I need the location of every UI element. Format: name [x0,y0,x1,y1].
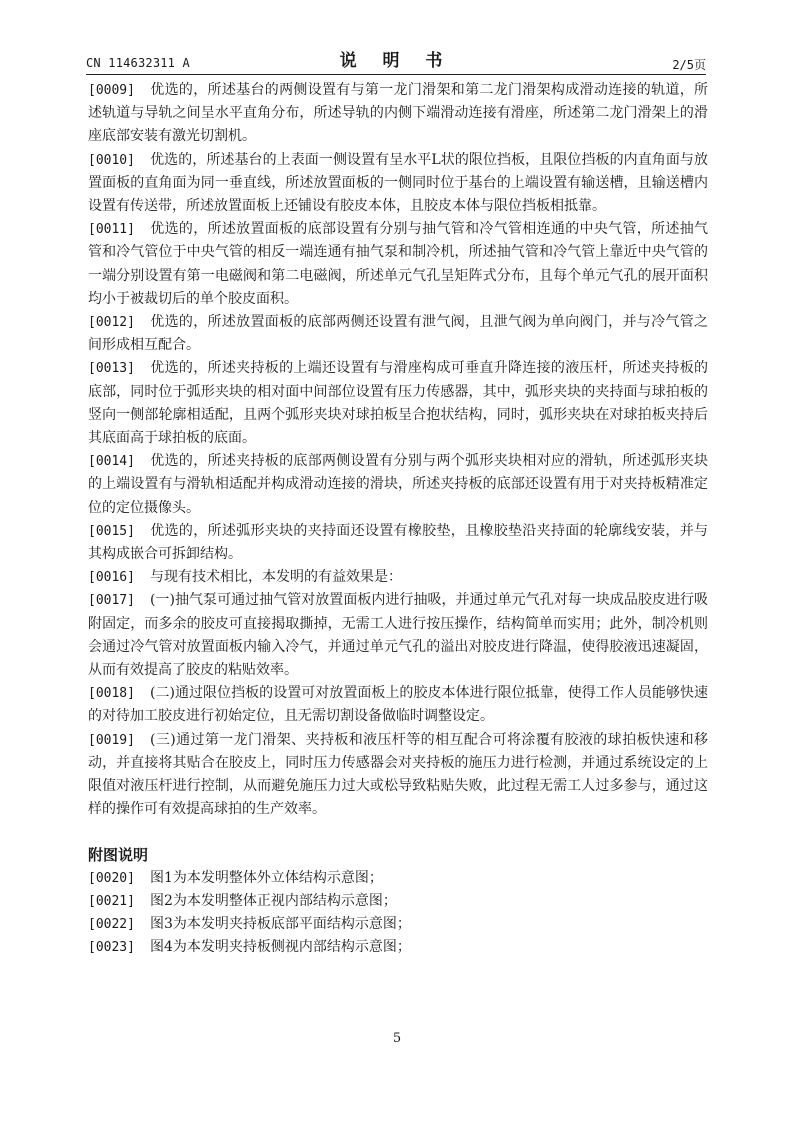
paragraph-text: 图3为本发明夹持板底部平面结构示意图； [150,915,411,932]
paragraph-number: [0017] [88,593,135,609]
paragraph [88,729,708,822]
paragraph-number: [0012] [88,315,135,331]
paragraph-text: 优选的，所述夹持板的底部两侧设置有分别与两个弧形夹块相对应的滑轨，所述弧形夹块的上端设置有与滑轨相适配并构成滑动连接的滑块，所述夹持板的底部还设置有用于对夹持板精准定位的定位摄像头。 [88,453,708,516]
paragraph [88,357,708,450]
figure-paragraph [88,867,708,890]
paragraph-text: 图1为本发明整体外立体结构示意图； [150,869,383,886]
page-number: 5 [392,1031,402,1046]
paragraph [88,520,708,566]
doc-number: CN 114632311 A [86,56,190,70]
paragraph-number: [0020] [88,870,135,886]
page-title: 说 明 书 [339,51,453,71]
figure-paragraph [88,913,708,936]
paragraph-number: [0013] [88,361,135,377]
paragraph-text: 优选的，所述基台的两侧设置有与第一龙门滑架和第二龙门滑架构成滑动连接的轨道，所述轨道与导轨之间呈水平直角分布，所述导轨的内侧下端滑动连接有滑座，所述第二龙门滑架上的滑座底部安装有激光切割机。 [88,82,708,145]
paragraph-number: [0011] [88,222,135,238]
paragraph-text: 优选的，所述基台的上表面一侧设置有呈水平L状的限位挡板，且限位挡板的内直角面与放置面板的直角面为同一垂直线，所述放置面板的一侧同时位于基台的上端设置有输送槽，且输送槽内设置有传送带，所述放置面板上还铺设有胶皮本体，且胶皮本体与限位挡板相抵靠。 [88,151,708,215]
paragraph-number: [0018] [88,686,135,702]
paragraph-number: [0022] [88,916,135,932]
paragraph [88,79,708,149]
paragraph [88,450,708,520]
paragraph [88,682,708,728]
paragraph-text: 优选的，所述弧形夹块的夹持面还设置有橡胶垫，且橡胶垫沿夹持面的轮廓线安装，并与其构成嵌合可拆卸结构。 [88,522,708,563]
paragraph-number: [0014] [88,454,135,470]
paragraph-text: 优选的，所述放置面板的底部设置有分别与抽气管和冷气管相连通的中央气管，所述抽气管和冷气管位于中央气管的相反一端连通有抽气泵和制冷机，所述抽气管和冷气管上靠近中央气管的一端分别设置有第一电磁阀和第二电磁阀，所述单元气孔呈矩阵式分布，且每个单元气孔的展开面积均小于被裁切后的单个胶皮面积。 [88,221,708,307]
paragraph-text: (二)通过限位挡板的设置可对放置面板上的胶皮本体进行限位抵靠，使得工作人员能够快速的对待加工胶皮进行初始定位，且无需切割设备做临时调整设定。 [88,685,708,725]
section-title: 附图说明 [88,845,149,864]
paragraph-text: 图2为本发明整体正视内部结构示意图； [150,892,397,909]
paragraph-text: (三)通过第一龙门滑架、夹持板和液压杆等的相互配合可将涂覆有胶液的球拍板快速和移动，并直接将其贴合在胶皮上，同时压力传感器会对夹持板的施压力进行检测，并通过系统设定的上限值对液压杆进行控制，从而避免施压力过大或松导致粘贴失败，此过程无需工人过多参与，通过这样的操作可有效提高球拍的生产效率。 [88,731,708,818]
paragraph [88,218,708,311]
paragraph-number: [0010] [88,152,135,168]
document-body [88,79,708,959]
paragraph-number: [0016] [88,570,135,586]
paragraph [88,311,708,357]
paragraph [88,149,708,219]
paragraph-number: [0009] [88,83,135,98]
paragraph-text: 与现有技术相比，本发明的有益效果是： [150,569,402,586]
paragraph-text: (一)抽气泵可通过抽气管对放置面板内进行抽吸，并通过单元气孔对每一块成品胶皮进行吸附固定，而多余的胶皮可直接揭取撕掉，无需工人进行按压操作，结构简单而实用；此外，制冷机则会通过冷气管对放置面板内输入冷气，并通过单元气孔的溢出对胶皮进行降温，使得胶液迅速凝固，从而有效提高了胶皮的粘贴效率。 [88,592,708,679]
paragraph-number: [0023] [88,940,135,956]
paragraph-text: 优选的，所述放置面板的底部两侧还设置有泄气阀，且泄气阀为单向阀门，并与冷气管之间形成相互配合。 [88,314,708,354]
paragraph [88,566,708,589]
paragraph-number: [0019] [88,732,135,748]
paragraph-number: [0021] [88,893,135,909]
paragraph-text: 图4为本发明夹持板侧视内部结构示意图； [150,939,411,956]
page-info: 2/5页 [672,58,706,72]
page-header [86,44,706,75]
figure-paragraph [88,936,708,959]
figure-paragraph [88,890,708,913]
paragraph-text: 优选的，所述夹持板的上端还设置有与滑座构成可垂直升降连接的液压杆，所述夹持板的底部，同时位于弧形夹块的相对面中间部位设置有压力传感器，其中，弧形夹块的夹持面与球拍板的竖向一侧部轮廓相适配，且两个弧形夹块对球拍板呈合抱状结构，同时，弧形夹块在对球拍板夹持后其底面高于球拍板的底面。 [88,360,708,447]
paragraph [88,589,708,682]
paragraph-number: [0015] [88,523,135,539]
